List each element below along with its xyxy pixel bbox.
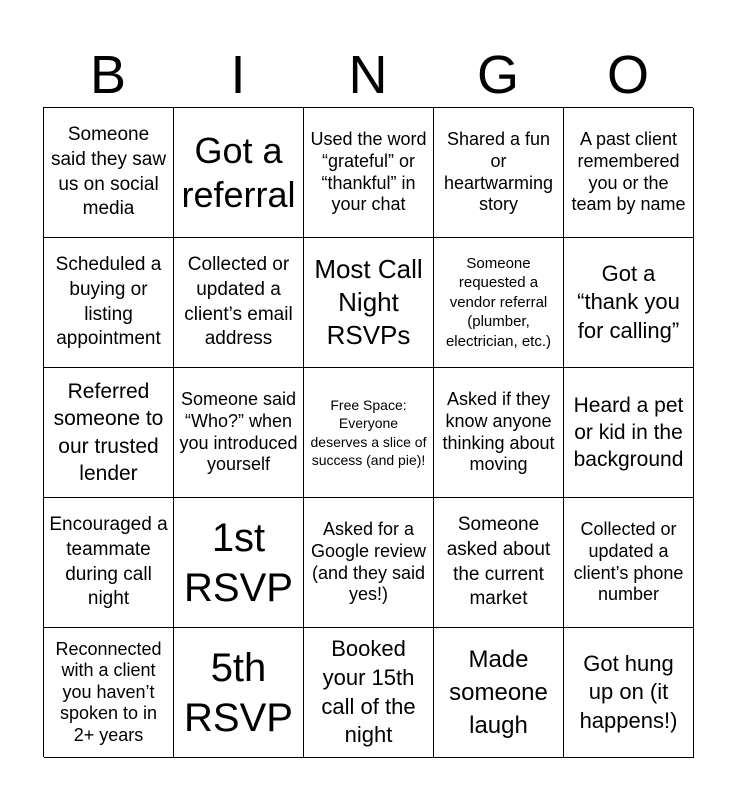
bingo-cell[interactable] [304, 238, 434, 368]
bingo-cell[interactable] [174, 498, 304, 628]
bingo-board [43, 107, 693, 757]
bingo-cell[interactable] [304, 108, 434, 238]
cell-text: Got a referral [181, 130, 296, 215]
bingo-cell[interactable] [564, 368, 694, 498]
cell-text: Made someone laugh [449, 645, 548, 740]
cell-text: Collected or updated a client’s email address [184, 254, 293, 350]
bingo-cell[interactable] [564, 238, 694, 368]
header-letter-n: N [348, 45, 388, 105]
bingo-cell[interactable] [174, 628, 304, 758]
bingo-cell[interactable] [434, 628, 564, 758]
header-letter-i: I [230, 45, 246, 105]
cell-text: Scheduled a buying or listing appointment [55, 254, 162, 350]
bingo-cell[interactable] [174, 368, 304, 498]
bingo-cell[interactable] [44, 238, 174, 368]
cell-text: A past client remembered you or the team by name [571, 129, 686, 215]
cell-text: 1st RSVP [184, 515, 293, 610]
bingo-cell[interactable] [174, 108, 304, 238]
cell-text: Encouraged a teammate during call night [49, 514, 168, 610]
bingo-cell[interactable] [44, 628, 174, 758]
cell-text: Asked for a Google review (and they said yes!) [310, 519, 427, 605]
bingo-cell[interactable] [434, 368, 564, 498]
header-letter-b: B [89, 45, 127, 105]
cell-text: Collected or updated a client’s phone number [573, 519, 684, 605]
cell-text: Got hung up on (it happens!) [579, 650, 678, 733]
cell-text: Someone asked about the current market [446, 514, 551, 610]
bingo-cell[interactable] [44, 368, 174, 498]
cell-text: Got a “thank you for calling” [577, 260, 680, 343]
header-letter-o: O [606, 45, 649, 105]
cell-text: Someone said they saw us on social media [50, 124, 167, 220]
cell-text: Asked if they know anyone thinking about moving [442, 389, 555, 475]
bingo-cell[interactable] [434, 238, 564, 368]
cell-text: Booked your 15th call of the night [321, 636, 416, 748]
bingo-cell[interactable] [174, 238, 304, 368]
cell-text: Referred someone to our trusted lender [53, 379, 164, 485]
bingo-header [43, 46, 693, 104]
bingo-cell[interactable] [304, 628, 434, 758]
cell-text: Heard a pet or kid in the background [573, 393, 684, 472]
bingo-cell[interactable] [434, 108, 564, 238]
bingo-cell[interactable] [564, 108, 694, 238]
cell-text: Most Call Night RSVPs [314, 253, 423, 351]
cell-text: Someone requested a vendor referral (plumber, electrician, etc.) [445, 254, 552, 350]
bingo-cell[interactable] [564, 628, 694, 758]
cell-text: Someone said “Who?” when you introduced yourself [179, 389, 298, 475]
bingo-cell[interactable] [304, 498, 434, 628]
cell-text: Used the word “grateful” or “thankful” in your chat [310, 129, 427, 215]
bingo-cell[interactable] [564, 498, 694, 628]
cell-text: 5th RSVP [184, 645, 293, 740]
header-letter-g: G [476, 45, 519, 105]
bingo-cell[interactable] [44, 498, 174, 628]
cell-text: Reconnected with a client you haven’t spoken to in 2+ years [55, 638, 162, 745]
bingo-cell[interactable] [434, 498, 564, 628]
cell-text: Free Space: Everyone deserves a slice of success (and pie)! [310, 397, 427, 468]
bingo-cell[interactable] [44, 108, 174, 238]
free-space-cell[interactable] [304, 368, 434, 498]
cell-text: Shared a fun or heartwarming story [443, 129, 554, 215]
